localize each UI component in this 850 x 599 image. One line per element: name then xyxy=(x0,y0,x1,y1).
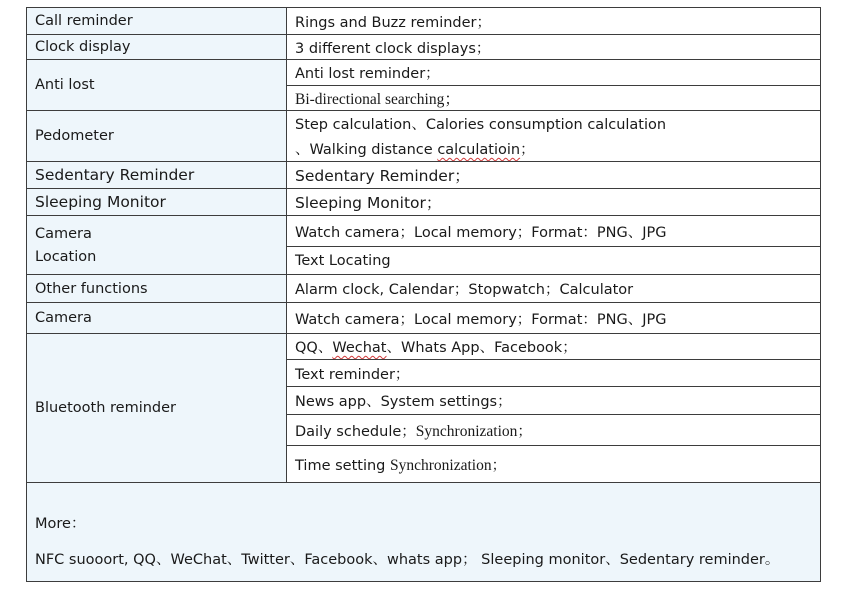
time-setting-sync: Synchronization xyxy=(389,456,492,474)
bluetooth-line-1-a: QQ、 xyxy=(295,340,333,356)
row-label-call-reminder: Call reminder xyxy=(27,8,287,35)
row-label-anti-lost: Anti lost xyxy=(27,60,287,111)
row-value-watch-camera: Watch camera；Local memory；Format：PNG、JPG xyxy=(287,216,821,247)
row-value-pedometer xyxy=(287,111,821,162)
more-text: NFC suooort, QQ、WeChat、Twitter、Facebook、whats app； Sleeping monitor、Sedentary reminder。 xyxy=(35,552,780,568)
table-row xyxy=(27,189,821,216)
time-setting-suffix: ； xyxy=(491,457,507,474)
location-label: Location xyxy=(35,248,97,265)
daily-schedule-suffix: ； xyxy=(517,423,532,440)
row-value-anti-lost-reminder: Anti lost reminder； xyxy=(287,60,821,86)
row-value-other-functions: Alarm clock, Calendar；Stopwatch；Calculator xyxy=(287,275,821,303)
row-value-bluetooth-apps xyxy=(287,334,821,360)
row-value-text-locating: Text Locating xyxy=(287,247,821,275)
row-value-daily-schedule xyxy=(287,415,821,446)
pedometer-spellcheck-word: calculatioin xyxy=(437,142,521,158)
pedometer-line-1: Step calculation、Calories consumption calculation xyxy=(295,117,667,133)
row-value-clock-display: 3 different clock displays； xyxy=(287,35,821,60)
row-value-sleeping-monitor: Sleeping Monitor； xyxy=(287,189,821,216)
table-row xyxy=(27,162,821,189)
row-label-camera-location xyxy=(27,216,287,275)
row-value-bidirectional-search: Bi-directional searching； xyxy=(287,86,821,111)
table-row xyxy=(27,483,821,582)
time-setting-text: Time setting xyxy=(295,457,390,474)
more-section xyxy=(27,483,821,582)
spec-table xyxy=(26,7,821,582)
table-row xyxy=(27,303,821,334)
bluetooth-spellcheck-word: Wechat xyxy=(332,340,387,356)
pedometer-line-2 xyxy=(295,138,812,159)
row-label-sleeping-monitor: Sleeping Monitor xyxy=(27,189,287,216)
row-label-clock-display: Clock display xyxy=(27,35,287,60)
row-label-camera: Camera xyxy=(27,303,287,334)
row-label-sedentary-reminder: Sedentary Reminder xyxy=(27,162,287,189)
bluetooth-line-1-b: 、Whats App、Facebook； xyxy=(386,340,577,356)
camera-label: Camera xyxy=(35,225,92,242)
table-row xyxy=(27,216,821,247)
table-row xyxy=(27,334,821,360)
table-row xyxy=(27,111,821,162)
daily-schedule-sync: Synchronization xyxy=(415,422,518,440)
row-label-bluetooth-reminder: Bluetooth reminder xyxy=(27,334,287,483)
row-value-news-app: News app、System settings； xyxy=(287,387,821,415)
row-label-other-functions: Other functions xyxy=(27,275,287,303)
row-value-text-reminder: Text reminder； xyxy=(287,360,821,387)
daily-schedule-text: Daily schedule； xyxy=(295,423,416,440)
table-row xyxy=(27,8,821,35)
row-value-call-reminder: Rings and Buzz reminder； xyxy=(287,8,821,35)
pedometer-line-2-prefix: 、Walking distance xyxy=(295,142,438,158)
row-value-sedentary-reminder: Sedentary Reminder； xyxy=(287,162,821,189)
table-row xyxy=(27,35,821,60)
row-value-time-setting xyxy=(287,446,821,483)
table-row xyxy=(27,275,821,303)
pedometer-line-2-suffix: ； xyxy=(520,142,535,158)
more-title: More： xyxy=(35,516,86,532)
row-value-camera: Watch camera；Local memory；Format：PNG、JPG xyxy=(287,303,821,334)
row-label-pedometer: Pedometer xyxy=(27,111,287,162)
table-row xyxy=(27,60,821,86)
